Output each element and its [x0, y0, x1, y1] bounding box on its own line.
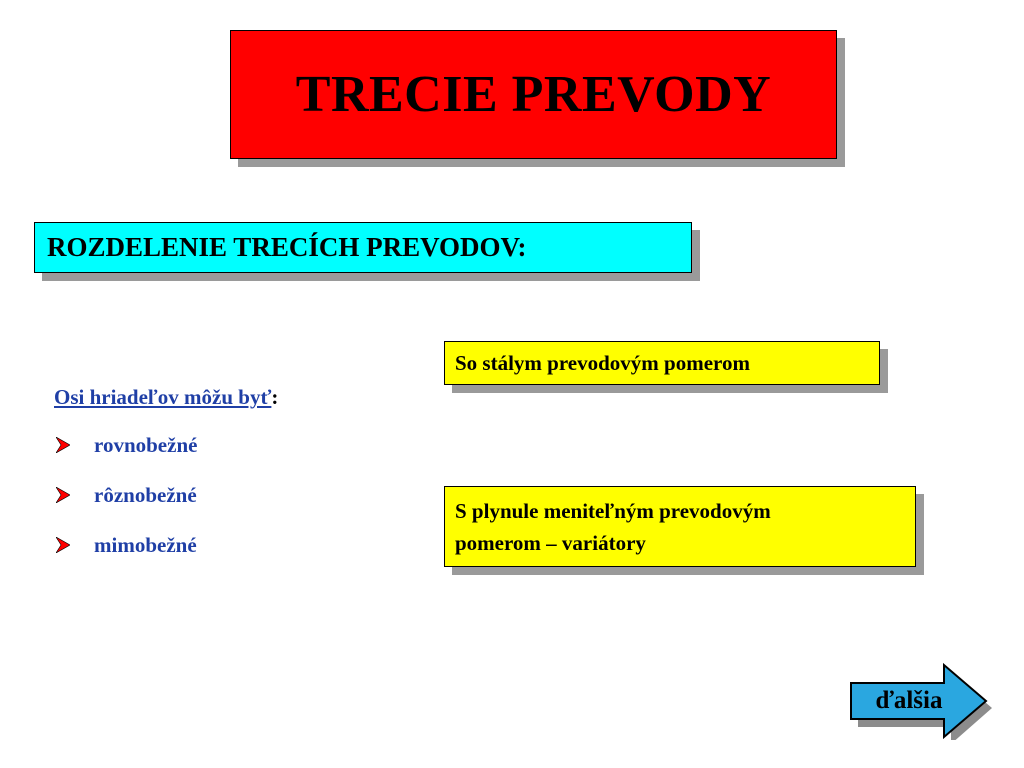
title-banner [230, 30, 837, 159]
shaft-axes-block [54, 382, 278, 558]
axes-heading-colon: : [271, 385, 279, 409]
option-constant-ratio[interactable] [444, 341, 880, 385]
axes-heading [54, 382, 278, 412]
arrowhead-bullet-icon [56, 537, 70, 553]
list-item-label: rovnobežné [94, 432, 198, 457]
option-variable-ratio[interactable] [444, 486, 916, 567]
option-variable-line1: S plynule meniteľným prevodovým [455, 499, 771, 523]
page-title: TRECIE PREVODY [295, 66, 772, 123]
subtitle-banner [34, 222, 692, 273]
list-item-label: rôznobežné [94, 482, 197, 507]
list-item [54, 532, 278, 558]
option-variable-line2: pomerom – variátory [455, 531, 646, 555]
arrowhead-bullet-icon [56, 487, 70, 503]
list-item-label: mimobežné [94, 532, 197, 557]
arrowhead-bullet-icon [56, 437, 70, 453]
axes-heading-text: Osi hriadeľov môžu byť [54, 385, 272, 409]
list-item [54, 482, 278, 508]
next-button-label: ďalšia [875, 687, 943, 714]
list-item [54, 432, 278, 458]
section-heading: ROZDELENIE TRECÍCH PREVODOV: [47, 232, 527, 262]
next-button[interactable] [849, 662, 993, 740]
axes-list [54, 432, 278, 558]
option-constant-label: So stálym prevodovým pomerom [455, 350, 750, 375]
